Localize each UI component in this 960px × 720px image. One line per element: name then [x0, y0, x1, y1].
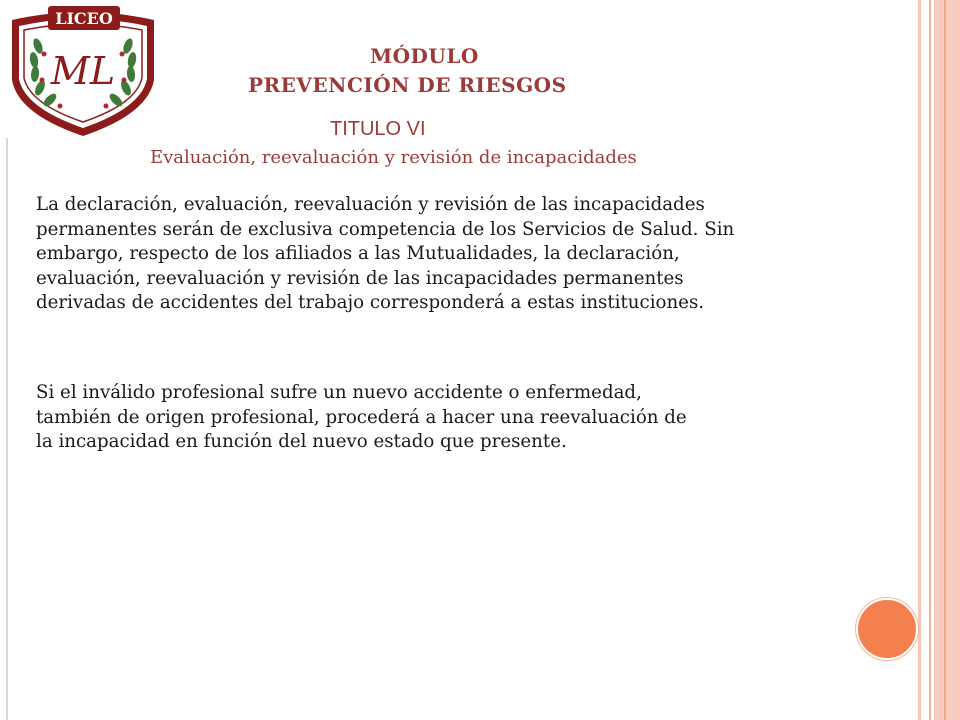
text-line: la incapacidad en función del nuevo estado que presente. — [36, 431, 567, 452]
text-line: derivadas de accidentes del trabajo corresponderá a estas instituciones. — [36, 292, 705, 313]
logo-monogram: ML — [50, 49, 116, 93]
text-line: también de origen profesional, procederá a hacer una reevaluación de — [36, 406, 687, 428]
accent-circle — [856, 598, 918, 660]
text-line: evaluación, reevaluación y revisión de las incapacidades permanentes — [36, 267, 684, 289]
text-line: permanentes serán de exclusiva competencia de los Servicios de Salud. Sin — [36, 218, 735, 240]
paragraph-1 — [36, 193, 886, 316]
paragraph-2 — [36, 381, 836, 455]
shield-icon — [8, 2, 158, 138]
text-line: Si el inválido profesional sufre un nuevo accidente o enfermedad, — [36, 382, 642, 403]
right-stripe — [944, 0, 946, 720]
module-heading: MÓDULO — [370, 44, 479, 68]
right-stripe-band — [934, 0, 960, 720]
left-divider — [6, 138, 8, 720]
section-subtitle: Evaluación, reevaluación y revisión de incapacidades — [150, 147, 637, 168]
logo-text: LICEO — [55, 9, 113, 28]
subject-heading: PREVENCIÓN DE RIESGOS — [248, 73, 567, 97]
right-stripe-gap — [921, 0, 929, 720]
text-line: La declaración, evaluación, reevaluación y revisión de las incapacidades — [36, 194, 705, 215]
text-line: embargo, respecto de los afiliados a las Mutualidades, la declaración, — [36, 243, 680, 264]
section-title: TITULO VI — [330, 118, 426, 140]
school-logo — [8, 2, 158, 138]
